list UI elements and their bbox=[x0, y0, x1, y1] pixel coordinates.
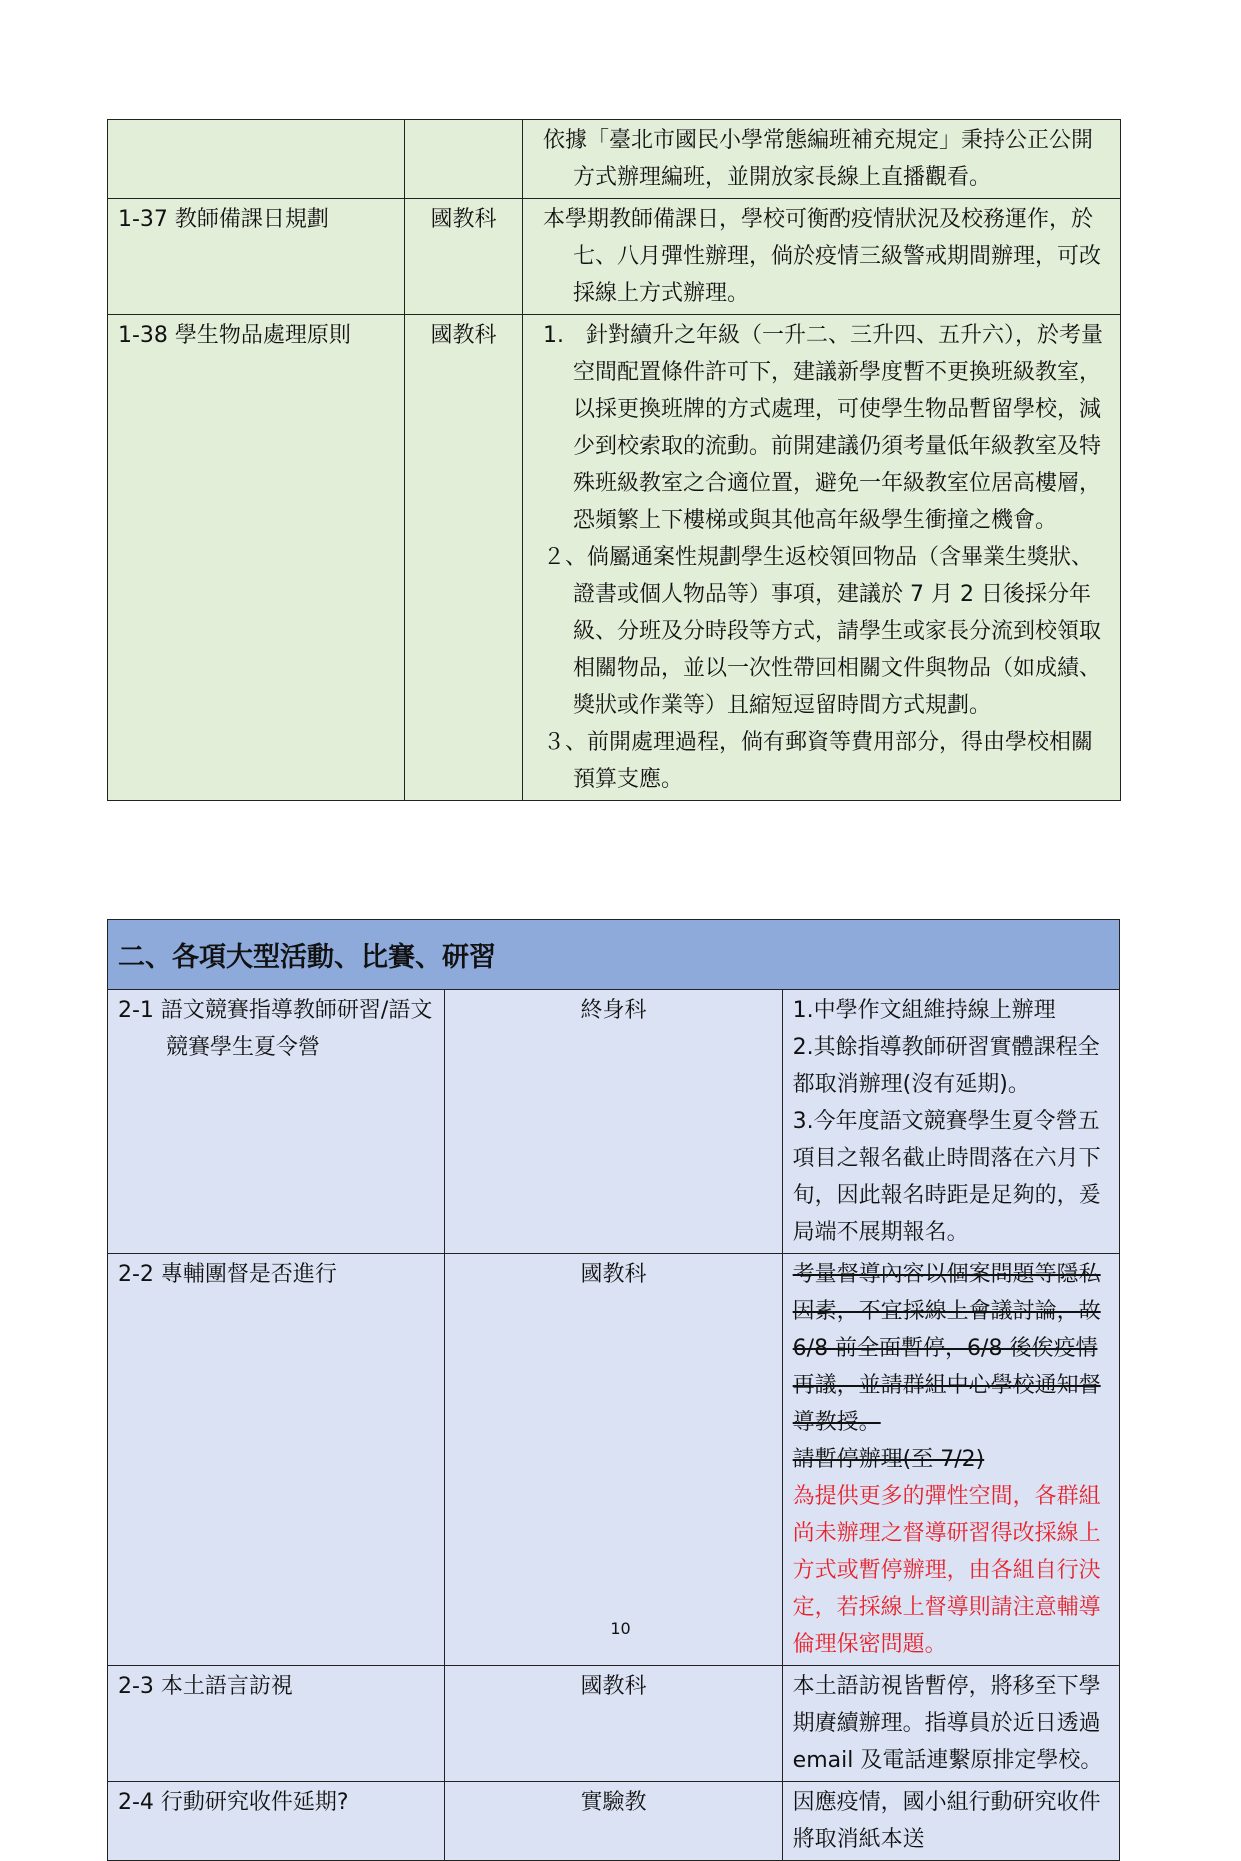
unit-cell: 國教科 bbox=[405, 199, 523, 315]
item-label: 2-1 語文競賽指導教師研習/語文競賽學生夏令營 bbox=[118, 998, 433, 1060]
content-cell bbox=[782, 1782, 1119, 1861]
item-cell bbox=[108, 990, 445, 1254]
unit-cell: 國教科 bbox=[445, 1254, 782, 1666]
item-cell: 2-2 專輔團督是否進行 bbox=[108, 1254, 445, 1666]
content-cell bbox=[523, 199, 1121, 315]
content-cell bbox=[782, 990, 1119, 1254]
item-cell bbox=[108, 120, 405, 199]
table-row bbox=[108, 1254, 1120, 1666]
content-paragraph: 本學期教師備課日，學校可衡酌疫情狀況及校務運作，於七、八月彈性辦理，倘於疫情三級警戒期間辦理，可改採線上方式辦理。 bbox=[543, 207, 1102, 306]
unit-cell: 國教科 bbox=[445, 1666, 782, 1782]
revised-paragraph: 為提供更多的彈性空間，各群組尚未辦理之督導研習得改採線上方式或暫停辦理，由各組自行決定，若採線上督導則請注意輔導倫理保密問題。 bbox=[792, 1484, 1101, 1657]
page-number: 10 bbox=[610, 1619, 631, 1638]
covid-measures-table-2 bbox=[107, 919, 1120, 1861]
content-cell bbox=[782, 1666, 1119, 1782]
item-cell: 1-37 教師備課日規劃 bbox=[108, 199, 405, 315]
content-paragraph: ３、前開處理過程，倘有郵資等費用部分，得由學校相關預算支應。 bbox=[543, 730, 1094, 792]
content-cell bbox=[523, 120, 1121, 199]
table-row bbox=[108, 120, 1121, 199]
content-paragraph: 1.中學作文組維持線上辦理 bbox=[792, 998, 1056, 1023]
section-header-row bbox=[108, 920, 1120, 990]
content-paragraph: ２、倘屬通案性規劃學生返校領回物品（含畢業生獎狀、證書或個人物品等）事項，建議於 7 月 2 日後採分年級、分班及分時段等方式，請學生或家長分流到校領取相關物品，並以一次性帶回相關文件與物品（如成績、獎狀或作業等）且縮短逗留時間方式規劃。 bbox=[543, 545, 1102, 718]
unit-cell: 國教科 bbox=[405, 315, 523, 801]
section-title: 二、各項大型活動、比賽、研習 bbox=[108, 920, 1120, 990]
content-paragraph: 因應疫情，國小組行動研究收件將取消紙本送 bbox=[792, 1790, 1101, 1852]
content-cell bbox=[523, 315, 1121, 801]
struck-paragraph: 請暫停辦理(至 7/2) bbox=[792, 1447, 985, 1472]
unit-cell: 實驗教 bbox=[445, 1782, 782, 1861]
struck-paragraph: 考量督導內容以個案問題等隱私因素，不宜採線上會議討論，故 6/8 前全面暫停，6/8 後俟疫情再議，並請群組中心學校通知督導教授。 bbox=[792, 1262, 1101, 1435]
unit-cell bbox=[405, 120, 523, 199]
unit-cell: 終身科 bbox=[445, 990, 782, 1254]
content-paragraph: 本土語訪視皆暫停，將移至下學期賡續辦理。指導員於近日透過 email 及電話連繫原排定學校。 bbox=[792, 1674, 1103, 1773]
content-cell bbox=[782, 1254, 1119, 1666]
table-row bbox=[108, 1666, 1120, 1782]
content-paragraph: 依據「臺北市國民小學常態編班補充規定」秉持公正公開方式辦理編班，並開放家長線上直播觀看。 bbox=[543, 128, 1094, 190]
item-cell: 2-3 本土語言訪視 bbox=[108, 1666, 445, 1782]
table-row bbox=[108, 315, 1121, 801]
table-row bbox=[108, 199, 1121, 315]
item-cell: 1-38 學生物品處理原則 bbox=[108, 315, 405, 801]
table-row bbox=[108, 1782, 1120, 1861]
content-paragraph: 2.其餘指導教師研習實體課程全都取消辦理(沒有延期)。 bbox=[792, 1035, 1100, 1097]
content-paragraph: 1. 針對續升之年級（一升二、三升四、五升六），於考量空間配置條件許可下，建議新學度暫不更換班級教室，以採更換班牌的方式處理，可使學生物品暫留學校，減少到校索取的流動。前開建議仍須考量低年級教室及特殊班級教室之合適位置，避免一年級教室位居高樓層，恐頻繁上下樓梯或與其他高年級學生衝撞之機會。 bbox=[543, 323, 1103, 533]
content-paragraph: 3.今年度語文競賽學生夏令營五項目之報名截止時間落在六月下旬，因此報名時距是足夠的，爰局端不展期報名。 bbox=[792, 1109, 1101, 1245]
covid-measures-table-1 bbox=[107, 119, 1121, 801]
item-cell: 2-4 行動研究收件延期? bbox=[108, 1782, 445, 1861]
table-row bbox=[108, 990, 1120, 1254]
